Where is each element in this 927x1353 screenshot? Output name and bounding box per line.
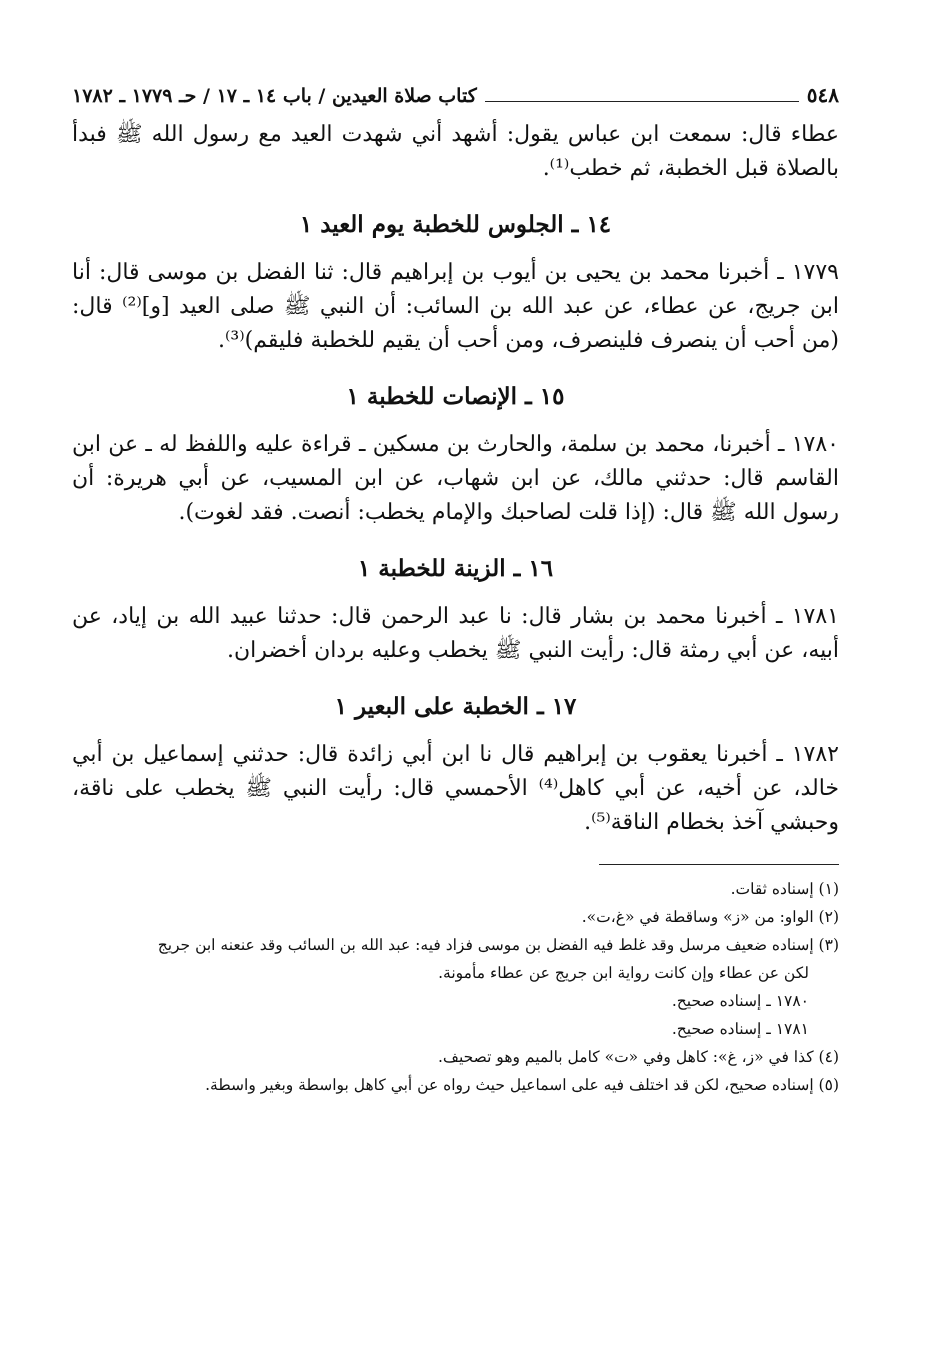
hadith-1781: ١٧٨١ ـ أخبرنا محمد بن بشار قال: نا عبد الرحمن قال: حدثنا عبيد الله بن إياد، عن أبيه، عن أبي رمثة قال: رأيت النبي ﷺ يخطب وعليه بردان أخضران. <box>72 604 839 663</box>
footnote-3: (٣) إسناده ضعيف مرسل وقد غلط فيه الفضل بن موسى فزاد فيه: عبد الله بن السائب وقد عنعنه ابن جريج <box>157 936 839 954</box>
page-number: ٥٤٨ <box>806 83 839 107</box>
running-title: كتاب صلاة العيدين / باب ١٤ ـ ١٧ / حـ ١٧٧٩ ـ ١٧٨٢ <box>72 85 477 107</box>
footnotes <box>72 875 839 1099</box>
footnote-3-continuation: لكن عن عطاء وإن كانت رواية ابن جريج عن عطاء مأمونة. <box>438 964 809 982</box>
section-heading-17: ١٧ ـ الخطبة على البعير ١ <box>334 693 577 720</box>
main-text <box>72 118 839 840</box>
footnote-separator <box>599 864 839 865</box>
footnote-1: (١) إسناده ثقات. <box>730 880 839 898</box>
hadith-1779: ١٧٧٩ ـ أخبرنا محمد بن يحيى بن أيوب بن إبراهيم قال: ثنا الفضل بن موسى قال: أنا ابن جريج، عن عطاء، عن عبد الله بن السائب: أن النبي ﷺ صلى العيد [و]⁽²⁾ قال: (من أحب أن ينصرف فلينصرف، ومن أحب أن يقيم للخطبة فليقم)⁽³⁾. <box>72 260 839 353</box>
section-heading-14: ١٤ ـ الجلوس للخطبة يوم العيد ١ <box>299 211 612 238</box>
footnote-1781: ١٧٨١ ـ إسناده صحيح. <box>671 1020 809 1038</box>
intro-paragraph: عطاء قال: سمعت ابن عباس يقول: أشهد أني شهدت العيد مع رسول الله ﷺ فبدأ بالصلاة قبل الخطبة، ثم خطب⁽¹⁾. <box>72 122 839 181</box>
header-rule <box>485 85 799 102</box>
running-header <box>72 80 839 110</box>
hadith-1780: ١٧٨٠ ـ أخبرنا، محمد بن سلمة، والحارث بن مسكين ـ قراءة عليه واللفظ له ـ عن ابن القاسم قال: حدثني مالك، عن ابن شهاب، عن ابن المسيب، عن أبي هريرة: أن رسول الله ﷺ قال: (إذا قلت لصاحبك والإمام يخطب: أنصت. فقد لغوت). <box>72 432 839 525</box>
section-heading-16: ١٦ ـ الزينة للخطبة ١ <box>357 555 554 582</box>
footnote-2: (٢) الواو: من «ز» وساقطة في «غ،ت». <box>581 908 839 926</box>
footnote-1780: ١٧٨٠ ـ إسناده صحيح. <box>671 992 809 1010</box>
hadith-1782: ١٧٨٢ ـ أخبرنا يعقوب بن إبراهيم قال نا ابن أبي زائدة قال: حدثني إسماعيل بن أبي خالد، عن أخيه، عن أبي كاهل⁽⁴⁾ الأحمسي قال: رأيت النبي ﷺ يخطب على ناقة، وحبشي آخذ بخطام الناقة⁽⁵⁾. <box>72 742 839 835</box>
section-heading-15: ١٥ ـ الإنصات للخطبة ١ <box>346 383 565 410</box>
footnote-4: (٤) كذا في «ز، غ»: كاهل وفي «ت» كامل بالميم وهو تصحيف. <box>437 1048 839 1066</box>
footnote-5: (٥) إسناده صحيح، لكن قد اختلف فيه على اسماعيل حيث رواه عن أبي كاهل بواسطة وبغير واسطة. <box>205 1076 839 1094</box>
